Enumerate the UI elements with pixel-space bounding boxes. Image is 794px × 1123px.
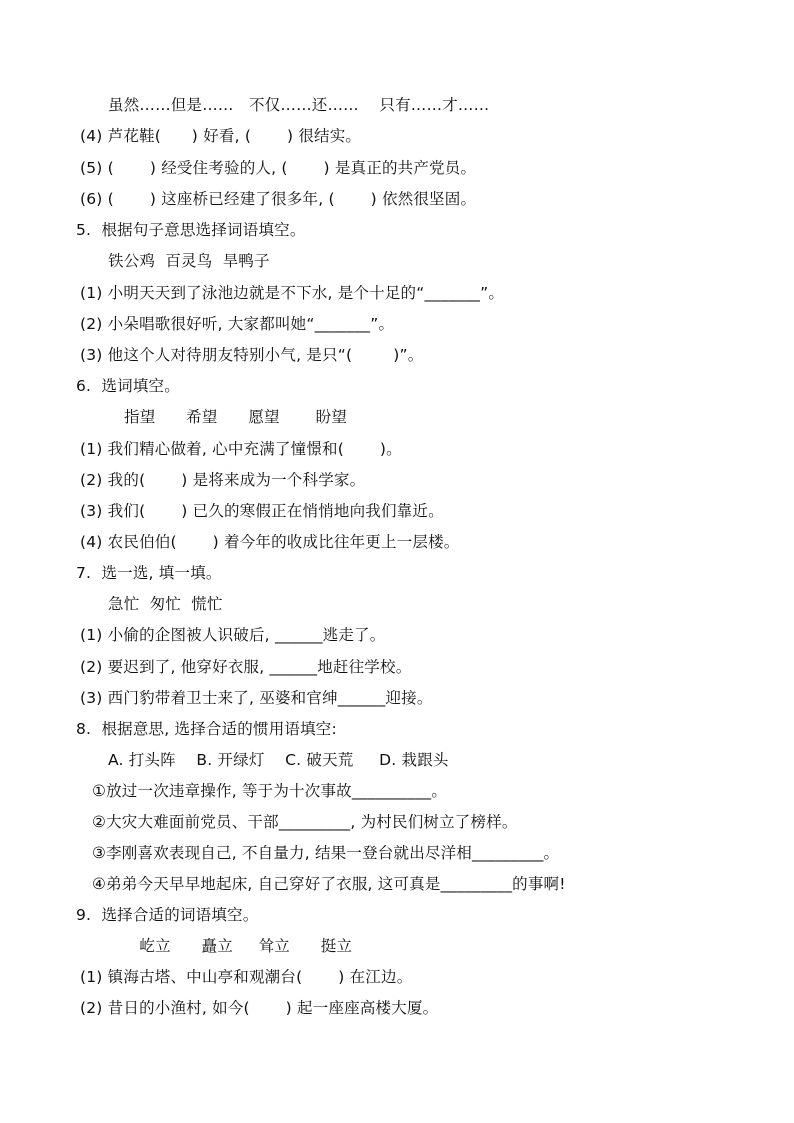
question-item: (2) 昔日的小渔村, 如今( ) 起一座座高楼大厦。 <box>80 999 439 1017</box>
question-item: (3) 他这个人对待朋友特别小气, 是只“( )”。 <box>80 346 424 364</box>
question-item: (6) ( ) 这座桥已经建了很多年, ( ) 依然很坚固。 <box>80 190 477 208</box>
question-item: (1) 小明天天到了泳池边就是不下水, 是个十足的“_______”。 <box>80 284 505 302</box>
question-item: ④弟弟今天早早地起床, 自己穿好了衣服, 这可真是_________的事啊! <box>92 875 566 893</box>
question-item: (4) 农民伯伯( ) 着今年的收成比往年更上一层楼。 <box>80 533 460 551</box>
idiom-options: A. 打头阵 B. 开绿灯 C. 破天荒 D. 栽跟头 <box>108 751 449 769</box>
question-title-6: 6. 选词填空。 <box>76 377 180 395</box>
question-item: (1) 我们精心做着, 心中充满了憧憬和( )。 <box>80 440 402 458</box>
word-options: 屹立 矗立 耸立 挺立 <box>124 937 353 955</box>
question-item: (1) 小偷的企图被人识破后, ______逃走了。 <box>80 626 386 644</box>
word-options: 铁公鸡 百灵鸟 旱鸭子 <box>108 252 270 270</box>
question-item: ②大灾大难面前党员、干部_________, 为村民们树立了榜样。 <box>92 813 518 831</box>
question-item: (2) 小朵唱歌很好听, 大家都叫她“_______”。 <box>80 315 395 333</box>
question-title-7: 7. 选一选, 填一填。 <box>76 564 222 582</box>
question-title-8: 8. 根据意思, 选择合适的惯用语填空: <box>76 720 337 738</box>
question-title-9: 9. 选择合适的词语填空。 <box>76 906 259 924</box>
question-item: (5) ( ) 经受住考验的人, ( ) 是真正的共产党员。 <box>80 159 477 177</box>
question-item: ①放过一次违章操作, 等于为十次事故__________。 <box>92 782 448 800</box>
question-item: (3) 我们( ) 已久的寒假正在悄悄地向我们靠近。 <box>80 502 444 520</box>
question-item: (2) 要迟到了, 他穿好衣服, ______地赶往学校。 <box>80 658 412 676</box>
question-title-5: 5. 根据句子意思选择词语填空。 <box>76 221 306 239</box>
question-item: (3) 西门豹带着卫士来了, 巫婆和官绅______迎接。 <box>80 689 433 707</box>
word-options: 指望 希望 愿望 盼望 <box>124 408 348 426</box>
question-item: (4) 芦花鞋( ) 好看, ( ) 很结实。 <box>80 127 362 145</box>
conjunction-options: 虽然……但是…… 不仅……还…… 只有……才…… <box>108 96 490 114</box>
word-options: 急忙 匆忙 慌忙 <box>108 595 223 613</box>
question-item: ③李刚喜欢表现自己, 不自量力, 结果一登台就出尽洋相_________。 <box>92 844 560 862</box>
question-item: (2) 我的( ) 是将来成为一个科学家。 <box>80 471 366 489</box>
question-item: (1) 镇海古塔、中山亭和观潮台( ) 在江边。 <box>80 968 413 986</box>
